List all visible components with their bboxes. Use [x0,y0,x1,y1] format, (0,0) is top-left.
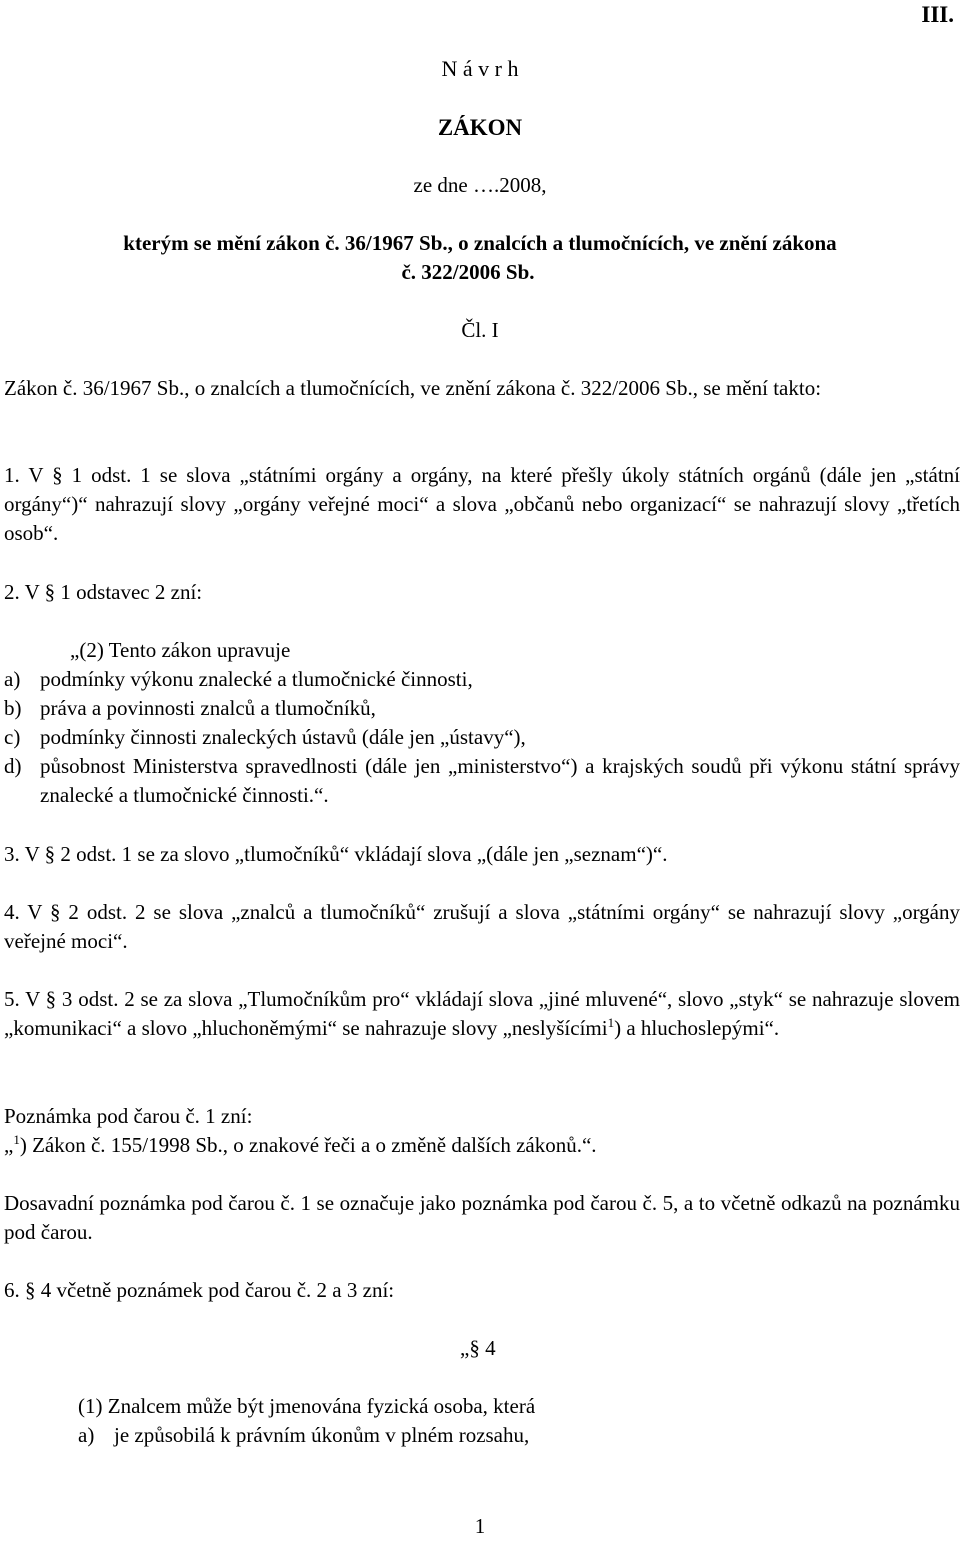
point-6: 6. § 4 včetně poznámek pod čarou č. 2 a 3 zní: [4,1278,395,1302]
point-3: 3. V § 2 odst. 1 se za slovo „tlumočníků“ vkládají slova „(dále jen „seznam“)“. [4,842,668,866]
list-item-text: práva a povinnosti znalců a tlumočníků, [40,696,376,720]
article-intro: Zákon č. 36/1967 Sb., o znalcích a tlumočnících, ve znění zákona č. 322/2006 Sb., se mění takto: [4,376,822,400]
footnote-number: 1 [13,1132,20,1147]
section-heading: „§ 4 [460,1336,496,1360]
list-item-text: podmínky výkonu znalecké a tlumočnické činnosti, [40,667,473,691]
page-number: 1 [474,1514,486,1538]
list-item-text: působnost Ministerstva spravedlnosti (dále jen „ministerstvo“) a krajských soudů při výkonu státní správy znalecké a tlumočnické činnosti.“. [40,754,960,807]
law-title-line-1: kterým se mění zákon č. 36/1967 Sb., o znalcích a tlumočnících, ve znění zákona [123,231,837,255]
law-label: ZÁKON [437,115,523,140]
date-line: ze dne ….2008, [413,173,547,197]
draft-label: N á v r h [441,56,519,81]
list-item-text: podmínky činnosti znaleckých ústavů (dále jen „ústavy“), [40,725,526,749]
point-2-quote-intro: „(2) Tento zákon upravuje [70,638,291,662]
list-item-label: a) [78,1423,95,1447]
footnote-ref: 1 [607,1015,615,1030]
list-item [78,1421,938,1450]
footnote-heading: Poznámka pod čarou č. 1 zní: [4,1104,253,1128]
list-item-label: b) [4,696,22,720]
article-heading: Čl. I [461,318,499,342]
point-5-text-end: ) a hluchoslepými“. [614,1016,780,1040]
list-item-label: a) [4,667,21,691]
footnote-body: ) Zákon č. 155/1998 Sb., o znakové řeči a o změně dalších zákonů.“. [19,1133,597,1157]
law-title-line-2: č. 322/2006 Sb. [401,260,535,284]
subsection-1: (1) Znalcem může být jmenována fyzická osoba, která [78,1394,536,1418]
point-5-text: 5. V § 3 odst. 2 se za slova „Tlumočníkům pro“ vkládají slova „jiné mluvené“, slovo „styk“ se nahrazuje slovem „komunikaci“ a slovo „hluchoněmými“ se nahrazuje slovy „neslyšícími [4,987,960,1040]
list-item-text: je způsobilá k právním úkonům v plném rozsahu, [114,1423,530,1447]
section-number: III. [921,2,954,27]
point-4: 4. V § 2 odst. 2 se slova „znalců a tlumočníků“ zrušují a slova „státními orgány“ se nahrazují slovy „orgány veřejné moci“. [4,900,960,953]
point-5 [4,985,960,1045]
point-2: 2. V § 1 odstavec 2 zní: [4,580,203,604]
footnote-note: Dosavadní poznámka pod čarou č. 1 se označuje jako poznámka pod čarou č. 5, a to včetně odkazů na poznámku pod čarou. [4,1191,960,1244]
list-item-label: d) [4,754,22,778]
footnote-text [4,1131,960,1162]
point-1: 1. V § 1 odst. 1 se slova „státními orgány a orgány, na které přešly úkoly státních orgánů (dále jen „státní orgány“)“ nahrazují slovy „orgány veřejné moci“ a slova „občanů nebo organizací“ se nahrazují slovy „třetích osob“. [4,463,960,545]
list-item-label: c) [4,725,21,749]
footnote-quote-mark: „ [4,1133,14,1157]
